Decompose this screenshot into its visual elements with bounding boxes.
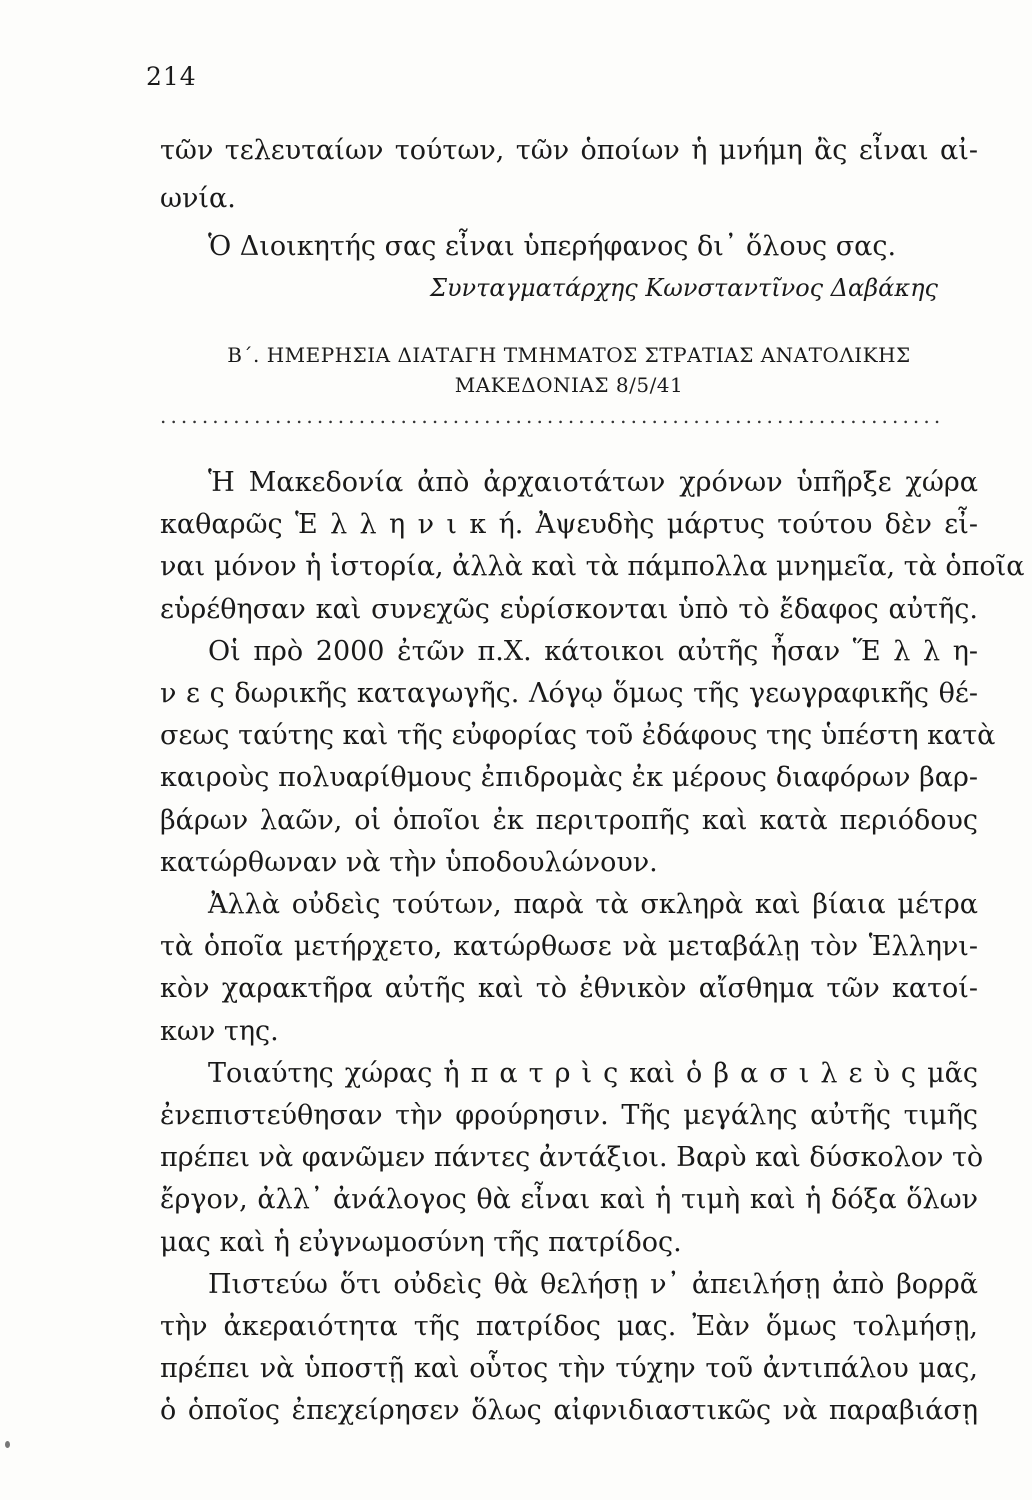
text-line: καθαρῶς Ἑ λ λ η ν ι κ ή. Ἀψευδὴς μάρτυς τούτου δὲν εἶ- — [160, 509, 978, 541]
text-line: καιροὺς πολυαρίθμους ἐπιδρομὰς ἐκ μέρους διαφόρων βαρ- — [160, 762, 978, 794]
heading-line: ΜΑΚΕΔΟΝΙΑΣ 8/5/41 — [454, 373, 684, 397]
text-line: εὑρέθησαν καὶ συνεχῶς εὑρίσκονται ὑπὸ τὸ ἔδαφος αὐτῆς. — [160, 593, 978, 625]
heading-line: Β΄. ΗΜΕΡΗΣΙΑ ΔΙΑΤΑΓΗ ΤΜΗΜΑΤΟΣ ΣΤΡΑΤΙΑΣ ΑΝΑΤΟΛΙΚΗΣ — [227, 343, 911, 367]
text-line: ωνία. — [160, 183, 236, 214]
text-line: ἔργον, ἀλλ᾽ ἀνάλογος θὰ εἶναι καὶ ἡ τιμὴ καὶ ἡ δόξα ὅλων — [160, 1184, 978, 1216]
text-line: Οἱ πρὸ 2000 ἐτῶν π.Χ. κάτοικοι αὐτῆς ἦσαν Ἕ λ λ η- — [208, 635, 978, 667]
text-line: Πιστεύω ὅτι οὐδεὶς θὰ θελήσῃ ν᾽ ἀπειλήσῃ ἀπὸ βορρᾶ — [208, 1268, 978, 1300]
text-line: ν ε ς δωρικῆς καταγωγῆς. Λόγῳ ὅμως τῆς γεωγραφικῆς θέ- — [160, 678, 978, 710]
text-line: σεως ταύτης καὶ τῆς εὐφορίας τοῦ ἐδάφους της ὑπέστη κατὰ — [160, 720, 996, 752]
text-line: μας καὶ ἡ εὐγνωμοσύνη τῆς πατρίδος. — [160, 1226, 682, 1258]
text-line: Ὁ Διοικητής σας εἶναι ὑπερήφανος δι᾽ ὅλους σας. — [208, 231, 897, 262]
text-line: Ἀλλὰ οὐδεὶς τούτων, παρὰ τὰ σκληρὰ καὶ βίαια μέτρα — [208, 889, 978, 921]
text-line: βάρων λαῶν, οἱ ὁποῖοι ἐκ περιτροπῆς καὶ κατὰ περιόδους — [160, 804, 978, 836]
text-line: κατώρθωναν νὰ τὴν ὑποδουλώνουν. — [160, 846, 658, 878]
text-line: ὁ ὁποῖος ἐπεχείρησεν ὅλως αἰφνιδιαστικῶς νὰ παραβιάσῃ — [160, 1395, 978, 1427]
signature: Συνταγματάρχης Κωνσταντῖνος Δαβάκης — [430, 274, 938, 302]
text-line: κὸν χαρακτῆρα αὐτῆς καὶ τὸ ἐθνικὸν αἴσθημα τῶν κατοί- — [160, 973, 978, 1005]
text-line: τῶν τελευταίων τούτων, τῶν ὁποίων ἡ μνήμη ἂς εἶναι αἰ- — [160, 135, 978, 166]
text-line: Τοιαύτης χώρας ἡ π α τ ρ ὶ ς καὶ ὁ β α σ ι λ ε ὺ ς μᾶς — [208, 1057, 978, 1089]
text-line: πρέπει νὰ φανῶμεν πάντες ἀντάξιοι. Βαρὺ καὶ δύσκολον τὸ — [160, 1142, 984, 1174]
text-line: τὰ ὁποῖα μετήρχετο, κατώρθωσε νὰ μεταβάλῃ τὸν Ἑλληνι- — [160, 931, 978, 963]
dotted-separator: ........................................................................... — [160, 404, 945, 428]
text-line: τὴν ἀκεραιότητα τῆς πατρίδος μας. Ἐὰν ὅμως τολμήσῃ, — [160, 1311, 978, 1343]
page-number: 214 — [146, 62, 197, 91]
intro-paragraph — [160, 127, 978, 271]
section-heading — [160, 340, 978, 400]
scan-speck — [5, 1441, 10, 1448]
text-line: πρέπει νὰ ὑποστῇ καὶ οὗτος τὴν τύχην τοῦ ἀντιπάλου μας, — [160, 1353, 978, 1385]
body-text — [160, 462, 1025, 1433]
text-line: ἐνεπιστεύθησαν τὴν φρούρησιν. Τῆς μεγάλης αὐτῆς τιμῆς — [160, 1100, 978, 1132]
text-line: κων της. — [160, 1015, 279, 1047]
text-line: Ἡ Μακεδονία ἀπὸ ἀρχαιοτάτων χρόνων ὑπῆρξε χώρα — [208, 467, 978, 498]
text-line: ναι μόνον ἡ ἱστορία, ἀλλὰ καὶ τὰ πάμπολλα μνημεῖα, τὰ ὁποῖα — [160, 551, 1025, 583]
